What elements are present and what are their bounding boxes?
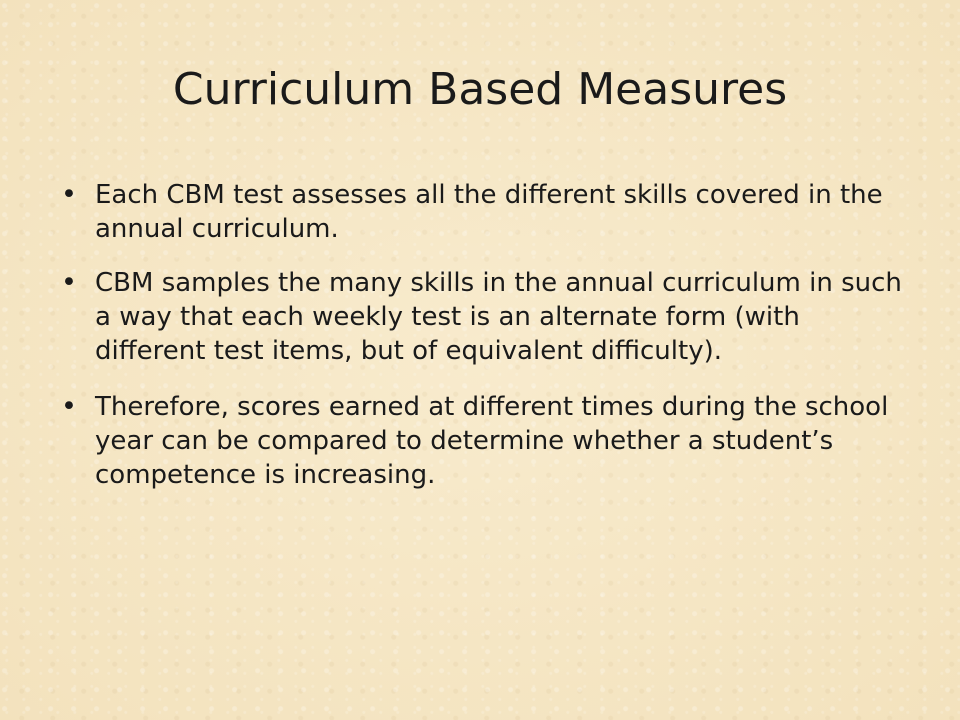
bullet-list	[56, 178, 916, 512]
bullet-text: Each CBM test assesses all the different skills covered in the annual curriculum.	[95, 180, 883, 244]
bullet-item	[56, 390, 916, 492]
bullet-text: CBM samples the many skills in the annual curriculum in such a way that each weekly test is an alternate form (with different test items, but of equivalent difficulty).	[95, 268, 902, 366]
bullet-text: Therefore, scores earned at different times during the school year can be compared to determine whether a student’s competence is increasing.	[95, 392, 889, 490]
slide-title: Curriculum Based Measures	[172, 64, 788, 115]
bullet-item	[56, 178, 916, 246]
bullet-icon: •	[61, 267, 77, 298]
bullet-icon: •	[61, 391, 77, 422]
bullet-icon: •	[61, 179, 77, 210]
bullet-item	[56, 266, 916, 368]
